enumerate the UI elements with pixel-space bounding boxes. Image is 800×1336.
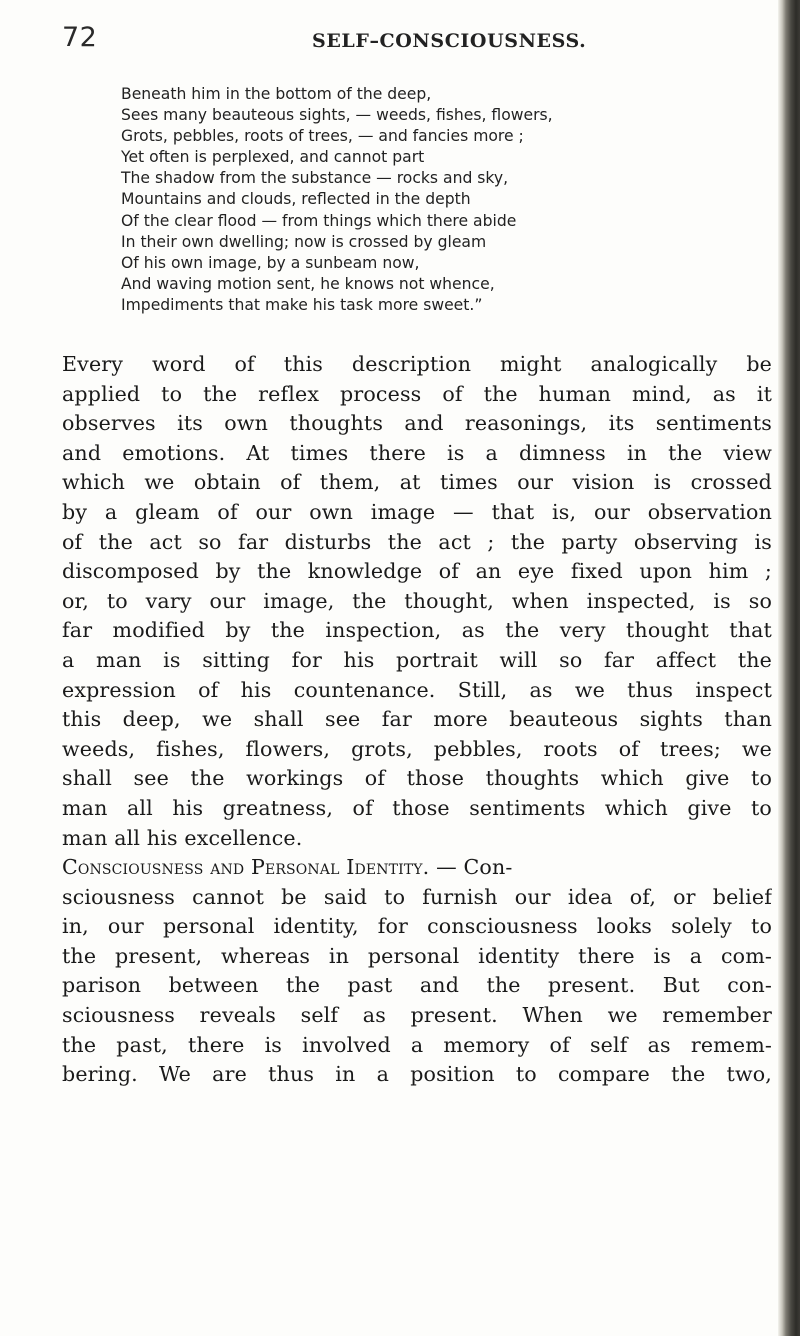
body-line: sciousness cannot be said to furnish our idea of, or belief: [62, 884, 772, 909]
body-line: observes its own thoughts and reasonings, its sentiments: [62, 411, 772, 436]
verse-line: Of the clear flood — from things which there abide: [121, 211, 517, 230]
body-line: in, our personal identity, for consciousness looks solely to: [62, 914, 772, 939]
body-line: and emotions. At times there is a dimness in the view: [62, 440, 772, 465]
verse-line: Impediments that make his task more sweet.”: [121, 295, 483, 314]
body-line: sciousness reveals self as present. When we remember: [62, 1003, 772, 1028]
body-line: Every word of this description might analogically be: [62, 352, 772, 376]
running-head: SELF–CONSCIOUSNESS.: [312, 30, 587, 52]
verse-line: Sees many beauteous sights, — weeds, fishes, flowers,: [121, 106, 553, 125]
body-line: a man is sitting for his portrait will so far affect the: [62, 647, 772, 672]
body-line: weeds, fishes, flowers, grots, pebbles, roots of trees; we: [62, 736, 772, 761]
body-line: man all his greatness, of those sentiments which give to: [62, 795, 772, 820]
verse-line: The shadow from the substance — rocks and sky,: [121, 169, 509, 188]
page-binding-edge: [778, 0, 800, 1336]
body-line: far modified by the inspection, as the very thought that: [62, 618, 772, 643]
verse-line: Grots, pebbles, roots of trees, — and fancies more ;: [121, 127, 524, 146]
body-line: parison between the past and the present. But con-: [62, 973, 772, 998]
section-heading-line: [62, 853, 772, 883]
verse-line: Beneath him in the bottom of the deep,: [121, 85, 432, 103]
body-text: [62, 350, 772, 1090]
body-line: or, to vary our image, the thought, when inspected, is so: [62, 588, 772, 613]
body-line: shall see the workings of those thoughts which give to: [62, 766, 772, 791]
body-line: this deep, we shall see far more beauteous sights than: [62, 707, 772, 732]
body-line: man all his excellence.: [62, 825, 303, 850]
body-line: by a gleam of our own image — that is, our observation: [62, 499, 772, 524]
body-line: the past, there is involved a memory of self as remem-: [62, 1032, 772, 1057]
body-line: discomposed by the knowledge of an eye fixed upon him ;: [62, 559, 772, 584]
body-line: which we obtain of them, at times our vision is crossed: [62, 470, 772, 495]
heading-line-continuation: — Con-: [429, 855, 513, 880]
verse-line: In their own dwelling; now is crossed by gleam: [121, 232, 487, 251]
verse-quotation: [121, 84, 761, 316]
page-number: 72: [62, 22, 98, 53]
verse-line: And waving motion sent, he knows not whence,: [121, 274, 495, 293]
verse-line: Of his own image, by a sunbeam now,: [121, 253, 420, 272]
verse-line: Yet often is perplexed, and cannot part: [121, 148, 425, 167]
body-line: of the act so far disturbs the act ; the party observing is: [62, 529, 772, 554]
body-line: expression of his countenance. Still, as we thus inspect: [62, 677, 772, 702]
body-line: bering. We are thus in a position to compare the two,: [62, 1062, 772, 1087]
section-heading: Consciousness and Personal Identity.: [62, 855, 430, 880]
body-line: the present, whereas in personal identity there is a com-: [62, 943, 772, 968]
verse-line: Mountains and clouds, reflected in the depth: [121, 190, 471, 209]
body-line: applied to the reflex process of the human mind, as it: [62, 381, 772, 406]
page-header: [62, 22, 762, 62]
